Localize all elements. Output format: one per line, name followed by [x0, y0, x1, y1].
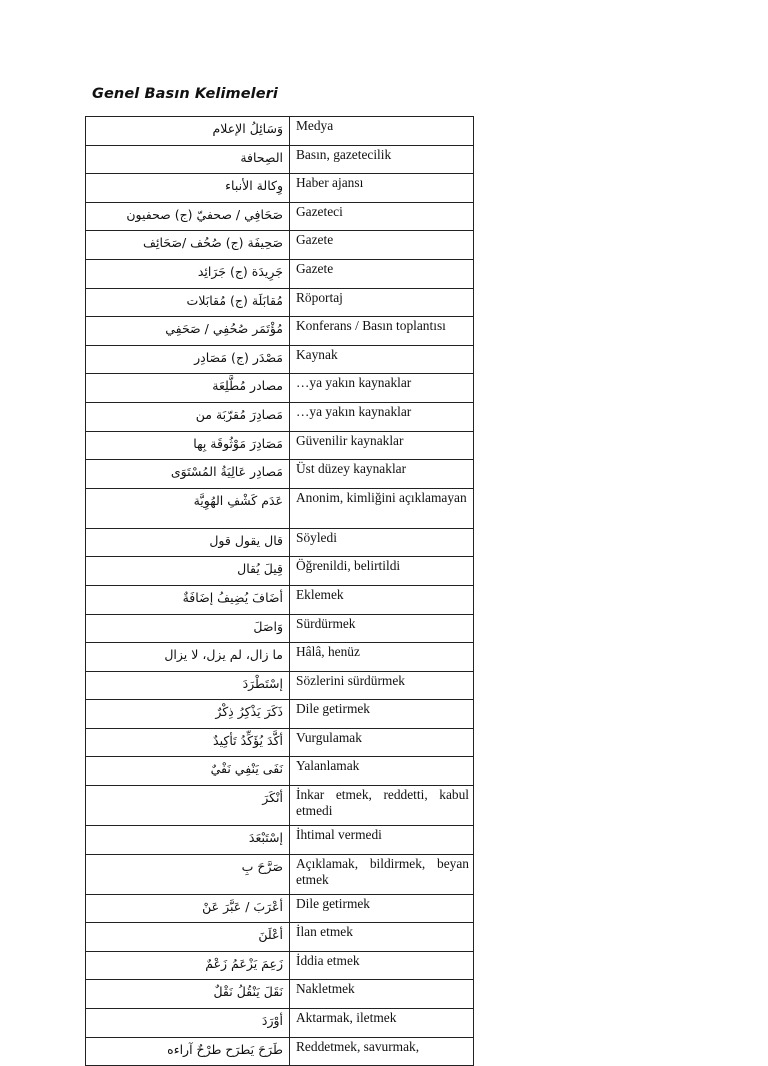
arabic-term: أعْرَبَ / عَبَّرَ عَنْ — [86, 894, 290, 923]
turkish-meaning: Gazete — [290, 259, 474, 288]
arabic-term: عَدَم كَشْفِ الهُوِيَّة — [86, 488, 290, 528]
arabic-term: قال يقول قول — [86, 528, 290, 557]
turkish-meaning: Dile getirmek — [290, 700, 474, 729]
arabic-term: قِيلَ يُقال — [86, 557, 290, 586]
turkish-meaning: Eklemek — [290, 585, 474, 614]
arabic-term: ما زال، لم يزل، لا يزال — [86, 643, 290, 672]
table-row — [86, 145, 474, 174]
table-row — [86, 259, 474, 288]
turkish-meaning: Vurgulamak — [290, 728, 474, 757]
turkish-meaning: İlan etmek — [290, 923, 474, 952]
table-row — [86, 557, 474, 586]
table-row — [86, 528, 474, 557]
turkish-meaning: Üst düzey kaynaklar — [290, 460, 474, 489]
table-row — [86, 854, 474, 894]
table-row — [86, 980, 474, 1009]
arabic-term: مَصادِر عَالِيَةُ المُسْتَوَى — [86, 460, 290, 489]
table-row — [86, 1009, 474, 1038]
table-row — [86, 345, 474, 374]
table-row — [86, 671, 474, 700]
page-title: Genel Basın Kelimeleri — [92, 86, 279, 102]
arabic-term: أوْرَدَ — [86, 1009, 290, 1038]
arabic-term: وَاصَلَ — [86, 614, 290, 643]
arabic-term: أكَّدَ يُؤَكِّدُ تَأكِيدٌ — [86, 728, 290, 757]
turkish-meaning: Öğrenildi, belirtildi — [290, 557, 474, 586]
turkish-meaning: Yalanlamak — [290, 757, 474, 786]
arabic-term: مُقابَلَة (ج) مُقابَلات — [86, 288, 290, 317]
table-row — [86, 117, 474, 146]
table-row — [86, 202, 474, 231]
arabic-term: طَرَحَ يَطرَح طرْحٌ آراءه — [86, 1037, 290, 1066]
table-row — [86, 1037, 474, 1066]
table-row — [86, 894, 474, 923]
turkish-meaning: Gazeteci — [290, 202, 474, 231]
table-row — [86, 488, 474, 528]
turkish-meaning: Sürdürmek — [290, 614, 474, 643]
turkish-meaning: Gazete — [290, 231, 474, 260]
table-row — [86, 786, 474, 826]
arabic-term: مَصادِرَ مُقرّبَة من — [86, 402, 290, 431]
arabic-term: أضَافَ يُضِيفُ إضَافَةٌ — [86, 585, 290, 614]
turkish-meaning: Dile getirmek — [290, 894, 474, 923]
turkish-meaning: Basın, gazetecilik — [290, 145, 474, 174]
arabic-term: مُؤْتَمَر صُحُفِي / صَحَفِي — [86, 317, 290, 346]
table-row — [86, 643, 474, 672]
turkish-meaning: İnkar etmek, reddetti, kabul etmedi — [290, 786, 474, 826]
arabic-term: وِكالة الأنباء — [86, 174, 290, 203]
arabic-term: صَحَافِي / صحفيّ (ج) صحفيون — [86, 202, 290, 231]
arabic-term: الصِحافة — [86, 145, 290, 174]
table-row — [86, 585, 474, 614]
table-row — [86, 460, 474, 489]
turkish-meaning: Anonim, kimliğini açıklamayan — [290, 488, 474, 528]
arabic-term: وَسَائِلُ الإعلام — [86, 117, 290, 146]
turkish-meaning: Röportaj — [290, 288, 474, 317]
table-row — [86, 374, 474, 403]
turkish-meaning: …ya yakın kaynaklar — [290, 402, 474, 431]
table-row — [86, 614, 474, 643]
turkish-meaning: Nakletmek — [290, 980, 474, 1009]
arabic-term: نَقَلَ يَنْقُلُ نَقْلٌ — [86, 980, 290, 1009]
turkish-meaning: Medya — [290, 117, 474, 146]
arabic-term: أنْكَرَ — [86, 786, 290, 826]
turkish-meaning: İhtimal vermedi — [290, 826, 474, 855]
turkish-meaning: Hâlâ, henüz — [290, 643, 474, 672]
turkish-meaning: Kaynak — [290, 345, 474, 374]
arabic-term: صَرَّحَ بِ — [86, 854, 290, 894]
vocabulary-table — [85, 116, 474, 1066]
arabic-term: زَعِمَ يَزْعَمُ زَعْمٌ — [86, 951, 290, 980]
table-row — [86, 174, 474, 203]
arabic-term: مصادر مُطَّلِعَة — [86, 374, 290, 403]
table-row — [86, 923, 474, 952]
turkish-meaning: Güvenilir kaynaklar — [290, 431, 474, 460]
turkish-meaning: Sözlerini sürdürmek — [290, 671, 474, 700]
arabic-term: جَرِيدَة (ج) جَرَائِد — [86, 259, 290, 288]
turkish-meaning: Açıklamak, bildirmek, beyan etmek — [290, 854, 474, 894]
table-row — [86, 700, 474, 729]
table-row — [86, 728, 474, 757]
turkish-meaning: Haber ajansı — [290, 174, 474, 203]
table-row — [86, 951, 474, 980]
arabic-term: ذَكَرَ يَذْكِرُ ذِكْرٌ — [86, 700, 290, 729]
turkish-meaning: …ya yakın kaynaklar — [290, 374, 474, 403]
arabic-term: صَحِيفَة (ج) صُحُف /صَحَائِف — [86, 231, 290, 260]
turkish-meaning: Söyledi — [290, 528, 474, 557]
table-row — [86, 231, 474, 260]
table-row — [86, 757, 474, 786]
table-row — [86, 431, 474, 460]
turkish-meaning: Aktarmak, iletmek — [290, 1009, 474, 1038]
arabic-term: مَصَادِرَ مَوْثُوقَة بِها — [86, 431, 290, 460]
table-row — [86, 288, 474, 317]
turkish-meaning: Reddetmek, savurmak, — [290, 1037, 474, 1066]
arabic-term: مَصْدَر (ج) مَصَادِر — [86, 345, 290, 374]
table-row — [86, 826, 474, 855]
arabic-term: إسْتَبْعَدَ — [86, 826, 290, 855]
turkish-meaning: İddia etmek — [290, 951, 474, 980]
arabic-term: إسْتَطْرَدَ — [86, 671, 290, 700]
arabic-term: أعْلَنَ — [86, 923, 290, 952]
turkish-meaning: Konferans / Basın toplantısı — [290, 317, 474, 346]
table-row — [86, 402, 474, 431]
arabic-term: نَفَى يَنْفِي نَفْيٌ — [86, 757, 290, 786]
table-row — [86, 317, 474, 346]
